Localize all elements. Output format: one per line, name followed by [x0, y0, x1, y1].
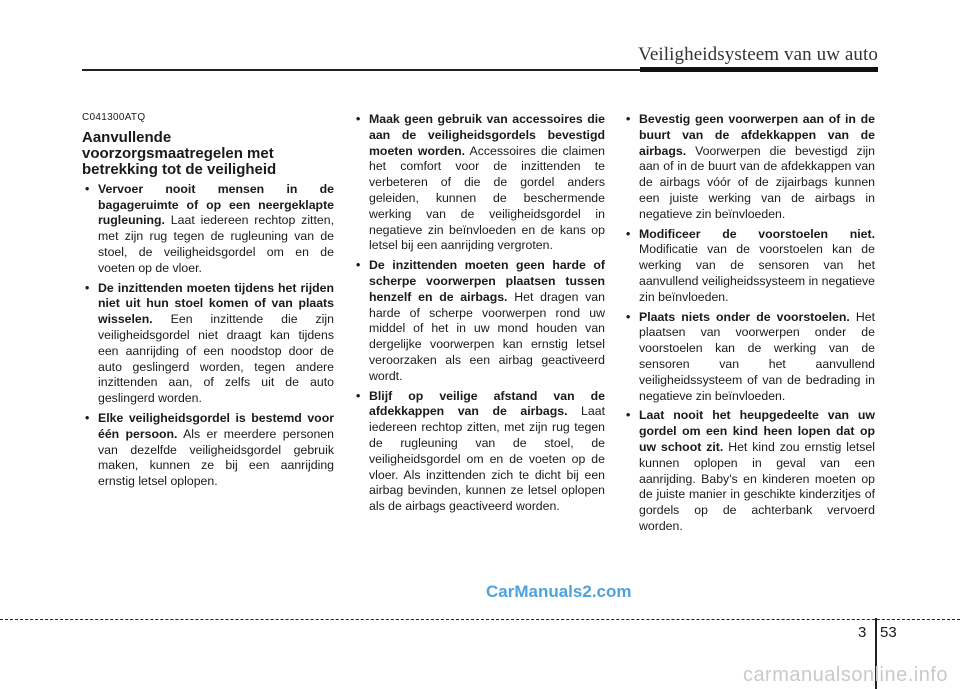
page-number: 53	[880, 624, 897, 641]
list-item	[623, 408, 875, 534]
column-1	[82, 110, 334, 494]
footer-dashed-rule	[0, 619, 960, 620]
item-text: Het dragen van harde of scherpe voorwerpen rond uw middel of het in uw mond houden van dergelijke voorwerpen kan ernstig letsel veroorzaken als een airbag geactiveerd wordt.	[369, 289, 605, 383]
bullet-list	[623, 112, 875, 535]
chapter-title: Veiligheidsysteem van uw auto	[638, 44, 878, 65]
column-3	[623, 112, 875, 539]
item-text: Accessoires die claimen het comfort voor de inzittenden te verbeteren of die de gordel anders geleiden, kunnen de beschermende werking van de veiligheidsgordel in negatieve zin beïnvloeden en de kans op letsel bij een aanrijding vergroten.	[369, 143, 605, 253]
list-item	[353, 112, 605, 254]
item-text: Een inzittende die zijn veiligheidsgordel niet draagt kan tijdens een aanrijding of een noodstop door de auto geslingerd worden, tegen andere inzittenden aan, of zelfs uit de auto geslingerd worden.	[98, 312, 334, 406]
list-item	[623, 112, 875, 223]
section-code: C041300ATQ	[82, 112, 146, 123]
section-title: Aanvullende voorzorgsmaatregelen met betrekking tot de veiligheid	[82, 128, 277, 178]
item-text: Modificatie van de voorstoelen kan de werking van de sensoren van het aanvullend veiligheidssysteem in negatieve zin beïnvloeden.	[639, 242, 875, 304]
item-text: Voorwerpen die bevestigd zijn aan of in de buurt van de afdekkappen van de airbags vóór of de zijairbags kunnen een juiste werking van de airbags in negatieve zin beïnvloeden.	[639, 143, 875, 221]
item-text: Laat iedereen rechtop zitten, met zijn rug tegen de rugleuning van de stoel, de veiligheidsgordel om en de voeten op de vloer.	[98, 213, 334, 275]
bullet-list	[353, 112, 605, 515]
list-item	[353, 389, 605, 515]
chapter-number: 3	[858, 624, 867, 641]
list-item	[623, 310, 875, 405]
header-rule-accent	[640, 67, 878, 72]
list-item	[82, 411, 334, 490]
site-watermark: carmanualsonline.info	[742, 664, 948, 686]
item-heading: Modificeer de voorstoelen niet.	[639, 226, 875, 241]
column-2	[353, 112, 605, 519]
item-heading: De inzittenden moeten tijdens het rijden niet uit hun stoel komen of van plaats wisselen.	[98, 280, 334, 327]
list-item	[82, 182, 334, 277]
item-heading: Laat nooit het heupgedeelte van uw gordel om een kind heen lopen dat op uw schoot zit.	[639, 408, 875, 454]
item-heading: Blijf op veilige afstand van de afdekkappen van de airbags.	[369, 388, 605, 419]
list-item	[353, 258, 605, 384]
item-heading: Vervoer nooit mensen in de bagageruimte of op een neergeklapte rugleuning.	[98, 181, 334, 228]
item-heading: De inzittenden moeten geen harde of scherpe voorwerpen plaatsen tussen henzelf en de airbags.	[369, 258, 605, 304]
list-item	[623, 227, 875, 306]
watermark-link[interactable]: CarManuals2.com	[486, 582, 632, 601]
item-text: Laat iedereen rechtop zitten, met zijn rug tegen de rugleuning van de stoel, de veiligheidsgordel om en de voeten op de vloer. Als inzittenden zich te dicht bij een airbag bevinden, kunnen ze letsel oplopen als de airbags geactiveerd worden.	[369, 404, 605, 514]
list-item	[82, 281, 334, 407]
item-heading: Maak geen gebruik van accessoires die aan de veiligheidsgordels bevestigd moeten worden.	[369, 112, 605, 158]
bullet-list	[82, 182, 334, 490]
item-heading: Elke veiligheidsgordel is bestemd voor één persoon.	[98, 410, 334, 441]
item-heading: Plaats niets onder de voorstoelen.	[639, 309, 850, 324]
item-text: Als er meerdere personen van dezelfde veiligheidsgordel gebruik maken, kunnen ze bij een aanrijding ernstig letsel oplopen.	[98, 426, 334, 489]
item-text: Het kind zou ernstig letsel kunnen oplopen in geval van een aanrijding. Baby's en kinderen moeten op de juiste manier in geschikte kinderzitjes of gordels op de achterbank vervoerd worden.	[639, 439, 876, 533]
item-heading: Bevestig geen voorwerpen aan of in de buurt van de afdekkappen van de airbags.	[639, 112, 875, 158]
item-text: Het plaatsen van voorwerpen onder de voorstoelen kan de werking van de sensoren van het aanvullend veiligheidssysteem of van de bedrading in negatieve zin beïnvloeden.	[639, 309, 875, 403]
